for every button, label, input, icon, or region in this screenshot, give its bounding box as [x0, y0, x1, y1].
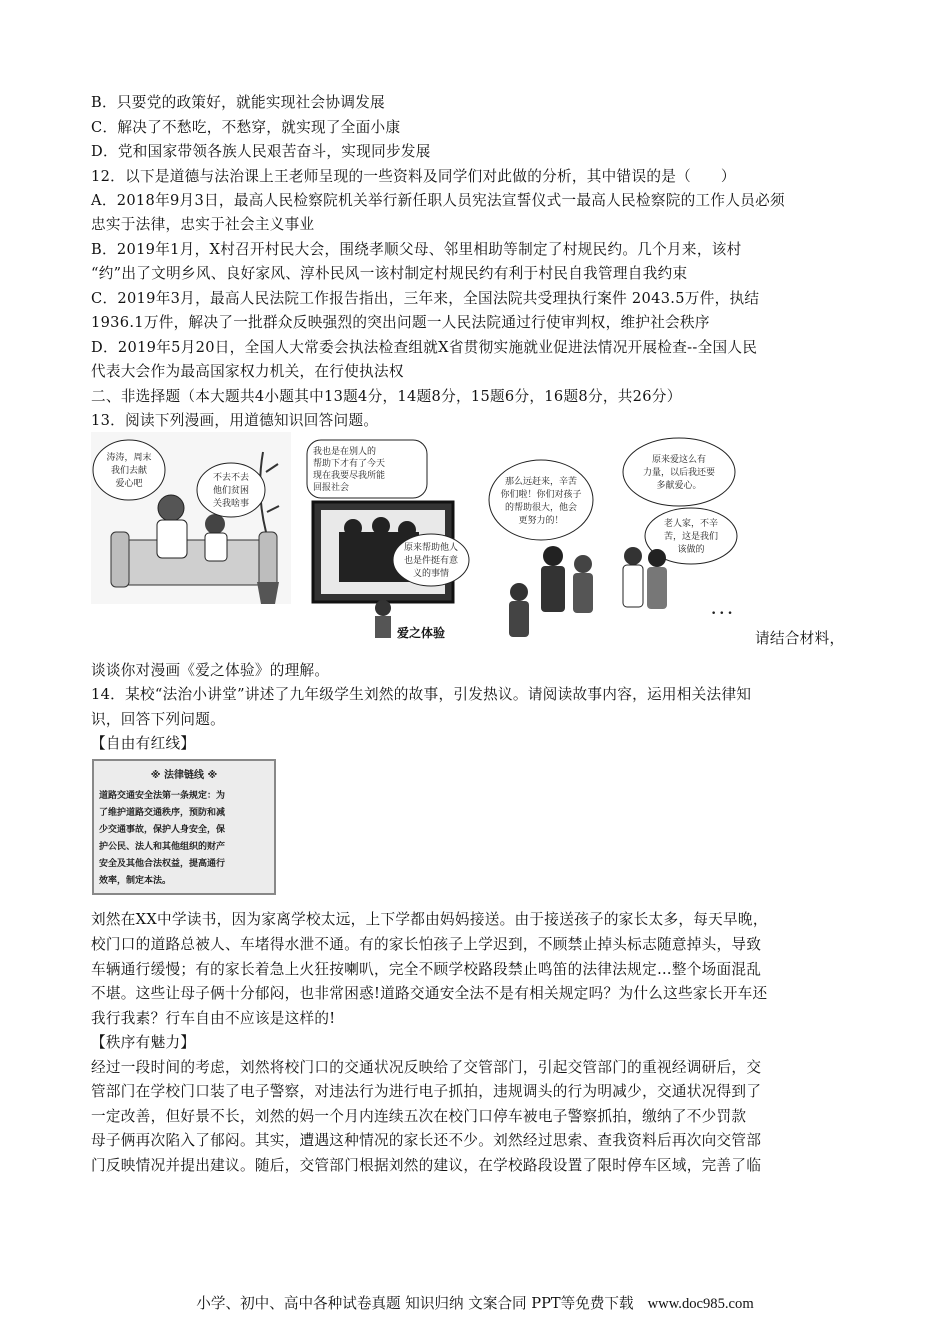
clipping-row-5: 安全及其他合法权益，提高通行 — [99, 859, 226, 869]
bubble-1-line-3: 爱心吧 — [115, 479, 143, 489]
comic-illustration — [91, 432, 751, 642]
q12-option-d: D．2019年5月20日，全国人大常委会执法检查组就X省贯彻实施就业促进法情况开展检查--全国人民 — [91, 339, 758, 356]
q12-option-c: C．2019年3月，最高人民法院工作报告指出，三年来，全国法院共受理执行案件 2043.5万件，执结 — [91, 290, 760, 307]
footer-text: 小学、初中、高中各种试卷真题 知识归纳 文案合同 PPT等免费下载 — [196, 1295, 634, 1312]
story-line-9: 母子俩再次陷入了郁闷。其实，遭遇这种情况的家长还不少。刘然经过思索、查我资料后再次向交管部 — [91, 1132, 762, 1149]
clipping-row-1: 道路交通安全法第一条规定：为 — [99, 791, 226, 801]
clipping-row-4: 护公民、法人和其他组织的财产 — [99, 842, 226, 852]
footer-url[interactable]: www.doc985.com — [647, 1296, 754, 1312]
bubble-3-line-1: 我也是在别人的 — [313, 447, 377, 457]
story-line-4: 不堪。这些让母子俩十分郁闷，也非常困惑!道路交通安全法不是有相关规定吗？为什么这些家长开车还 — [91, 985, 768, 1002]
comic-prompt: 谈谈你对漫画《爱之体验》的理解。 — [91, 662, 330, 679]
q12-option-c-cont: 1936.1万件，解决了一批群众反映强烈的突出问题一人民法院通过行使审判权，维护社会秩序 — [91, 314, 710, 331]
bubble-7-line-3: 该做的 — [677, 545, 705, 555]
q12-option-b: B．2019年1月，X村召开村民大会，围绕孝顺父母、邻里相助等制定了村规民约。几个月来，该村 — [91, 241, 742, 258]
story-line-10: 门反映情况并提出建议。随后，交管部门根据刘然的建议，在学校路段设置了限时停车区域，完善了临 — [91, 1157, 762, 1174]
page-footer — [0, 1293, 950, 1315]
law-clipping-image — [91, 758, 277, 896]
bubble-3-line-4: 回报社会 — [313, 483, 350, 493]
bubble-1-line-1: 涛涛，周末 — [106, 453, 152, 463]
bubble-7-line-2: 苦，这是我们 — [663, 532, 719, 542]
question-13: 13．阅读下列漫画，用道德知识回答问题。 — [91, 412, 379, 429]
q12-option-a: A．2018年9月3日，最高人民检察院机关举行新任职人员宪法宣誓仪式一最高人民检察院的工作人员必须 — [91, 192, 785, 209]
bubble-4-line-2: 也是件挺有意 — [403, 556, 459, 566]
story-line-6: 经过一段时间的考虑，刘然将校门口的交通状况反映给了交管部门，引起交管部门的重视经调研后，交 — [91, 1059, 762, 1076]
story-line-8: 一定改善，但好景不长，刘然的妈一个月内连续五次在校门口停车被电子警察抓拍，缴纳了不少罚款 — [91, 1108, 747, 1125]
bubble-4-line-1: 原来帮助他人 — [403, 543, 459, 553]
bubble-4-line-3: 义的事情 — [412, 569, 450, 579]
bubble-3-line-2: 帮助下才有了今天 — [313, 459, 386, 469]
heading-freedom: 【自由有红线】 — [91, 735, 196, 752]
bubble-5-line-2: 你们啦！你们对孩子 — [500, 490, 582, 500]
option-d: D．党和国家带领各族人民艰苦奋斗，实现同步发展 — [91, 143, 431, 160]
story-line-2: 校门口的道路总被人、车堵得水泄不通。有的家长怕孩子上学迟到，不顾禁止掉头标志随意掉头，导致 — [91, 936, 762, 953]
q12-option-b-cont: “约”出了文明乡风、良好家风、淳朴民风一该村制定村规民约有利于村民自我管理自我约束 — [91, 265, 688, 282]
bubble-2-line-3: 关我啥事 — [212, 499, 250, 509]
ellipsis-mark: • • • — [711, 609, 733, 619]
question-14: 14．某校“法治小讲堂”讲述了九年级学生刘然的故事，引发热议。请阅读故事内容，运用相关法律知 — [91, 686, 752, 703]
q12-option-a-cont: 忠实于法律，忠实于社会主义事业 — [91, 216, 315, 233]
option-c: C．解决了不愁吃，不愁穿，就实现了全面小康 — [91, 119, 401, 136]
heading-order: 【秩序有魅力】 — [91, 1034, 196, 1051]
bubble-2-line-2: 他们贫困 — [212, 486, 250, 496]
section-heading: 二、非选择题（本大题共4小题其中13题4分，14题8分，15题6分，16题8分，共26分） — [91, 388, 682, 405]
comic-prompt-tail: 请结合材料， — [755, 630, 845, 647]
clipping-row-2: 了维护道路交通秩序，预防和减 — [99, 808, 226, 818]
bubble-6-line-3: 多献爱心。 — [656, 481, 702, 491]
bubble-3-line-3: 现在我要尽我所能 — [313, 471, 386, 481]
bubble-5-line-3: 的帮助很大，他会 — [504, 503, 578, 513]
bubble-2-line-1: 不去不去 — [212, 473, 250, 483]
bubble-1-line-2: 我们去献 — [110, 466, 148, 476]
story-line-3: 车辆通行缓慢；有的家长着急上火狂按喇叭，完全不顾学校路段禁止鸣笛的法律法规定…整个场面混乱 — [91, 961, 762, 978]
clipping-row-3: 少交通事故，保护人身安全，保 — [99, 825, 226, 835]
option-b: B．只要党的政策好，就能实现社会协调发展 — [91, 94, 386, 111]
bubble-5-line-4: 更努力的！ — [518, 516, 564, 526]
comic-caption: 爱之体验 — [396, 626, 446, 640]
story-line-1: 刘然在XX中学读书，因为家离学校太远，上下学都由妈妈接送。由于接送孩子的家长太多，每天早晚， — [91, 911, 768, 928]
bubble-6-line-2: 力量，以后我还要 — [642, 468, 716, 478]
bubble-5-line-1: 那么远赶来，辛苦 — [504, 477, 578, 487]
story-line-5: 我行我素？行车自由不应该是这样的! — [91, 1010, 336, 1027]
story-line-7: 管部门在学校门口装了电子警察，对违法行为进行电子抓拍，违规调头的行为明减少，交通状况得到了 — [91, 1083, 762, 1100]
question-12: 12．以下是道德与法治课上王老师呈现的一些资料及同学们对此做的分析，其中错误的是（ ） — [91, 168, 736, 185]
bubble-7-line-1: 老人家，不辛 — [663, 519, 719, 529]
q12-option-d-cont: 代表大会作为最高国家权力机关，在行使执法权 — [91, 363, 404, 380]
clipping-row-6: 效率，制定本法。 — [99, 876, 172, 886]
bubble-6-line-1: 原来爱这么有 — [651, 455, 707, 465]
clipping-title: ※ 法律链线 ※ — [150, 770, 218, 781]
question-14-cont: 识，回答下列问题。 — [91, 711, 226, 728]
